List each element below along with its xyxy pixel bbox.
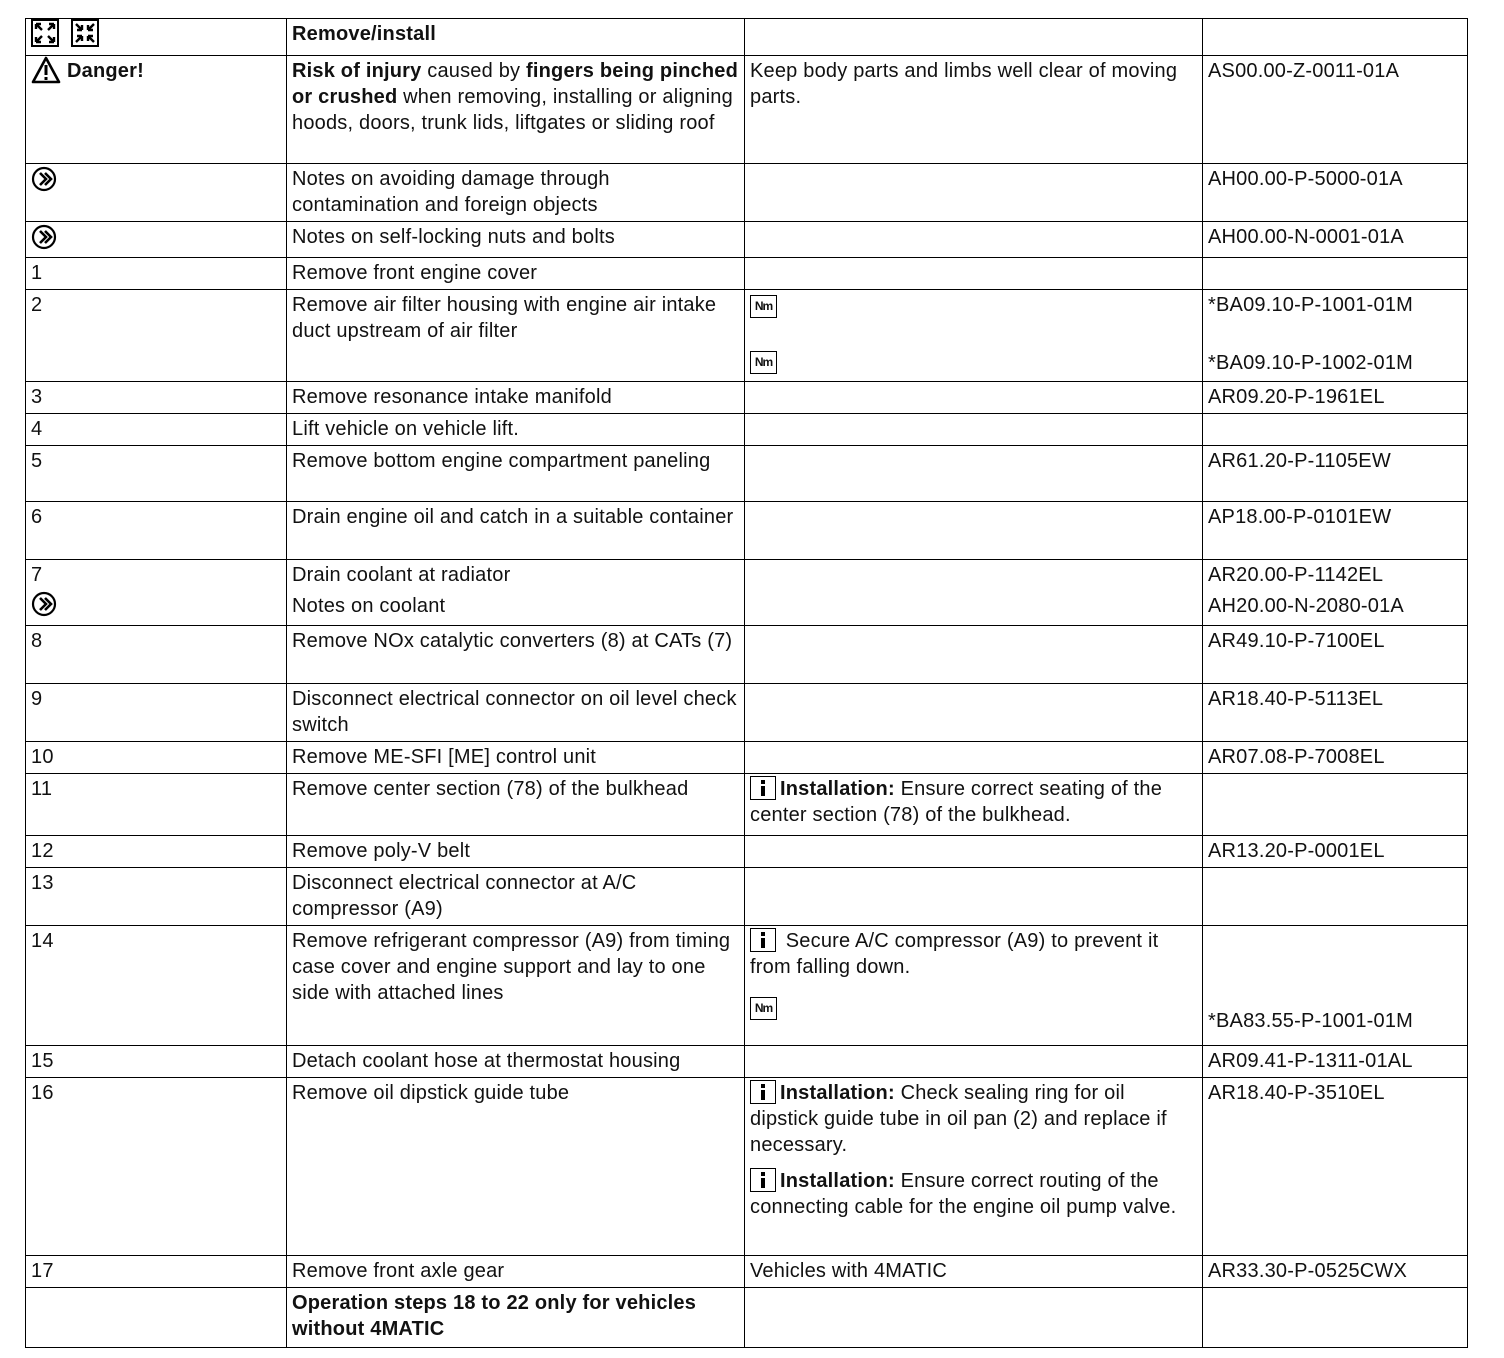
note-text: Notes on self-locking nuts and bolts [287,222,745,258]
step-ref[interactable]: AR61.20-P-1105EW [1203,446,1468,502]
step-number: 1 [26,258,287,290]
info-note: Secure A/C compressor (A9) to prevent it from falling down. [750,928,1197,980]
table-row-danger [26,56,1468,164]
warning-triangle-icon [31,56,61,84]
danger-measure: Keep body parts and limbs well clear of moving parts. [745,56,1203,164]
info-icon [750,1080,776,1104]
table-row-step [26,560,1468,626]
note-text: Notes on coolant [292,595,446,617]
step-text: Remove oil dipstick guide tube [287,1078,745,1256]
procedure-table [25,18,1468,1348]
step-number: 8 [26,626,287,684]
step-ref[interactable]: AR20.00-P-1142EL [1208,564,1384,586]
footer-note: Operation steps 18 to 22 only for vehicles without 4MATIC [287,1288,745,1348]
step-text: Remove bottom engine compartment paneling [287,446,745,502]
step-number: 3 [26,382,287,414]
table-row-step [26,1256,1468,1288]
table-row-header [26,19,1468,56]
step-ref[interactable]: AR13.20-P-0001EL [1203,836,1468,868]
step-text: Remove air filter housing with engine air intake duct upstream of air filter [287,290,745,382]
torque-nm-icon[interactable]: Nm [750,997,777,1020]
step-number: 6 [26,502,287,560]
step-text: Remove resonance intake manifold [287,382,745,414]
step-text: Remove poly-V belt [287,836,745,868]
step-text: Remove front engine cover [287,258,745,290]
step-ref[interactable]: *BA09.10-P-1001-01M [1208,294,1414,316]
info-note: Installation: Ensure correct seating of the center section (78) of the bulkhead. [745,774,1203,836]
step-ref[interactable]: AR18.40-P-3510EL [1203,1078,1468,1256]
step-number: 9 [26,684,287,742]
note-text: Notes on avoiding damage through contamination and foreign objects [287,164,745,222]
step-text: Disconnect electrical connector at A/C compressor (A9) [287,868,745,926]
danger-description: Risk of injury caused by fingers being pinched or crushed when removing, installing or aligning hoods, doors, trunk lids, liftgates or sliding roof [287,56,745,164]
note-icon [31,591,57,617]
table-row-step [26,868,1468,926]
remove-icon [31,19,59,47]
header-icons-cell [26,19,287,56]
info-icon [750,928,776,952]
torque-nm-icon[interactable]: Nm [750,295,777,318]
note-icon [31,224,57,250]
step-text: Drain coolant at radiator [292,564,511,586]
step-number: 11 [26,774,287,836]
step-ref[interactable]: AR07.08-P-7008EL [1203,742,1468,774]
step-ref[interactable]: *BA09.10-P-1002-01M [1208,352,1414,374]
step-number: 4 [26,414,287,446]
step-condition: Vehicles with 4MATIC [745,1256,1203,1288]
table-row-note [26,222,1468,258]
step-text: Drain engine oil and catch in a suitable container [287,502,745,560]
step-ref[interactable]: *BA83.55-P-1001-01M [1208,1010,1414,1032]
step-ref[interactable]: AR49.10-P-7100EL [1203,626,1468,684]
step-number: 2 [26,290,287,382]
header-title: Remove/install [287,19,745,56]
table-row-step [26,742,1468,774]
table-row-step [26,1078,1468,1256]
info-note: Installation: Ensure correct routing of the connecting cable for the engine oil pump valve. [750,1168,1197,1220]
step-number: 17 [26,1256,287,1288]
info-icon [750,1168,776,1192]
step-ref[interactable]: AP18.00-P-0101EW [1203,502,1468,560]
table-row-step [26,446,1468,502]
table-row-step [26,626,1468,684]
step-text: Remove front axle gear [287,1256,745,1288]
step-text: Remove NOx catalytic converters (8) at CATs (7) [287,626,745,684]
table-row-step [26,926,1468,1046]
danger-label: Danger! [67,60,144,82]
step-ref[interactable]: AR09.20-P-1961EL [1203,382,1468,414]
step-text: Remove refrigerant compressor (A9) from timing case cover and engine support and lay to one side with attached lines [287,926,745,1046]
step-text: Remove center section (78) of the bulkhead [287,774,745,836]
step-number: 10 [26,742,287,774]
danger-cell [26,56,287,164]
step-ref[interactable]: AR09.41-P-1311-01AL [1203,1046,1468,1078]
step-ref[interactable]: AR33.30-P-0525CWX [1203,1256,1468,1288]
table-row-step [26,1046,1468,1078]
table-row-step [26,414,1468,446]
note-ref[interactable]: AH20.00-N-2080-01A [1208,595,1404,617]
step-text: Remove ME-SFI [ME] control unit [287,742,745,774]
table-row-footer-note [26,1288,1468,1348]
step-text: Lift vehicle on vehicle lift. [287,414,745,446]
step-number: 7 [31,564,43,586]
danger-ref[interactable]: AS00.00-Z-0011-01A [1203,56,1468,164]
torque-nm-icon[interactable]: Nm [750,351,777,374]
table-row-step [26,684,1468,742]
table-row-step [26,836,1468,868]
step-number: 5 [26,446,287,502]
step-number: 13 [26,868,287,926]
step-number: 16 [26,1078,287,1256]
note-ref[interactable]: AH00.00-P-5000-01A [1203,164,1468,222]
note-ref[interactable]: AH00.00-N-0001-01A [1203,222,1468,258]
step-number: 12 [26,836,287,868]
info-note: Installation: Check sealing ring for oil dipstick guide tube in oil pan (2) and replace if necessary. [750,1080,1197,1158]
note-icon [31,166,57,192]
step-text: Disconnect electrical connector on oil level check switch [287,684,745,742]
step-number: 14 [26,926,287,1046]
table-row-step [26,258,1468,290]
table-row-step [26,382,1468,414]
install-icon [71,19,99,47]
step-number: 15 [26,1046,287,1078]
step-text: Detach coolant hose at thermostat housing [287,1046,745,1078]
info-icon [750,776,776,800]
table-row-step [26,774,1468,836]
table-row-note [26,164,1468,222]
table-row-step [26,290,1468,382]
step-ref[interactable]: AR18.40-P-5113EL [1203,684,1468,742]
table-row-step [26,502,1468,560]
